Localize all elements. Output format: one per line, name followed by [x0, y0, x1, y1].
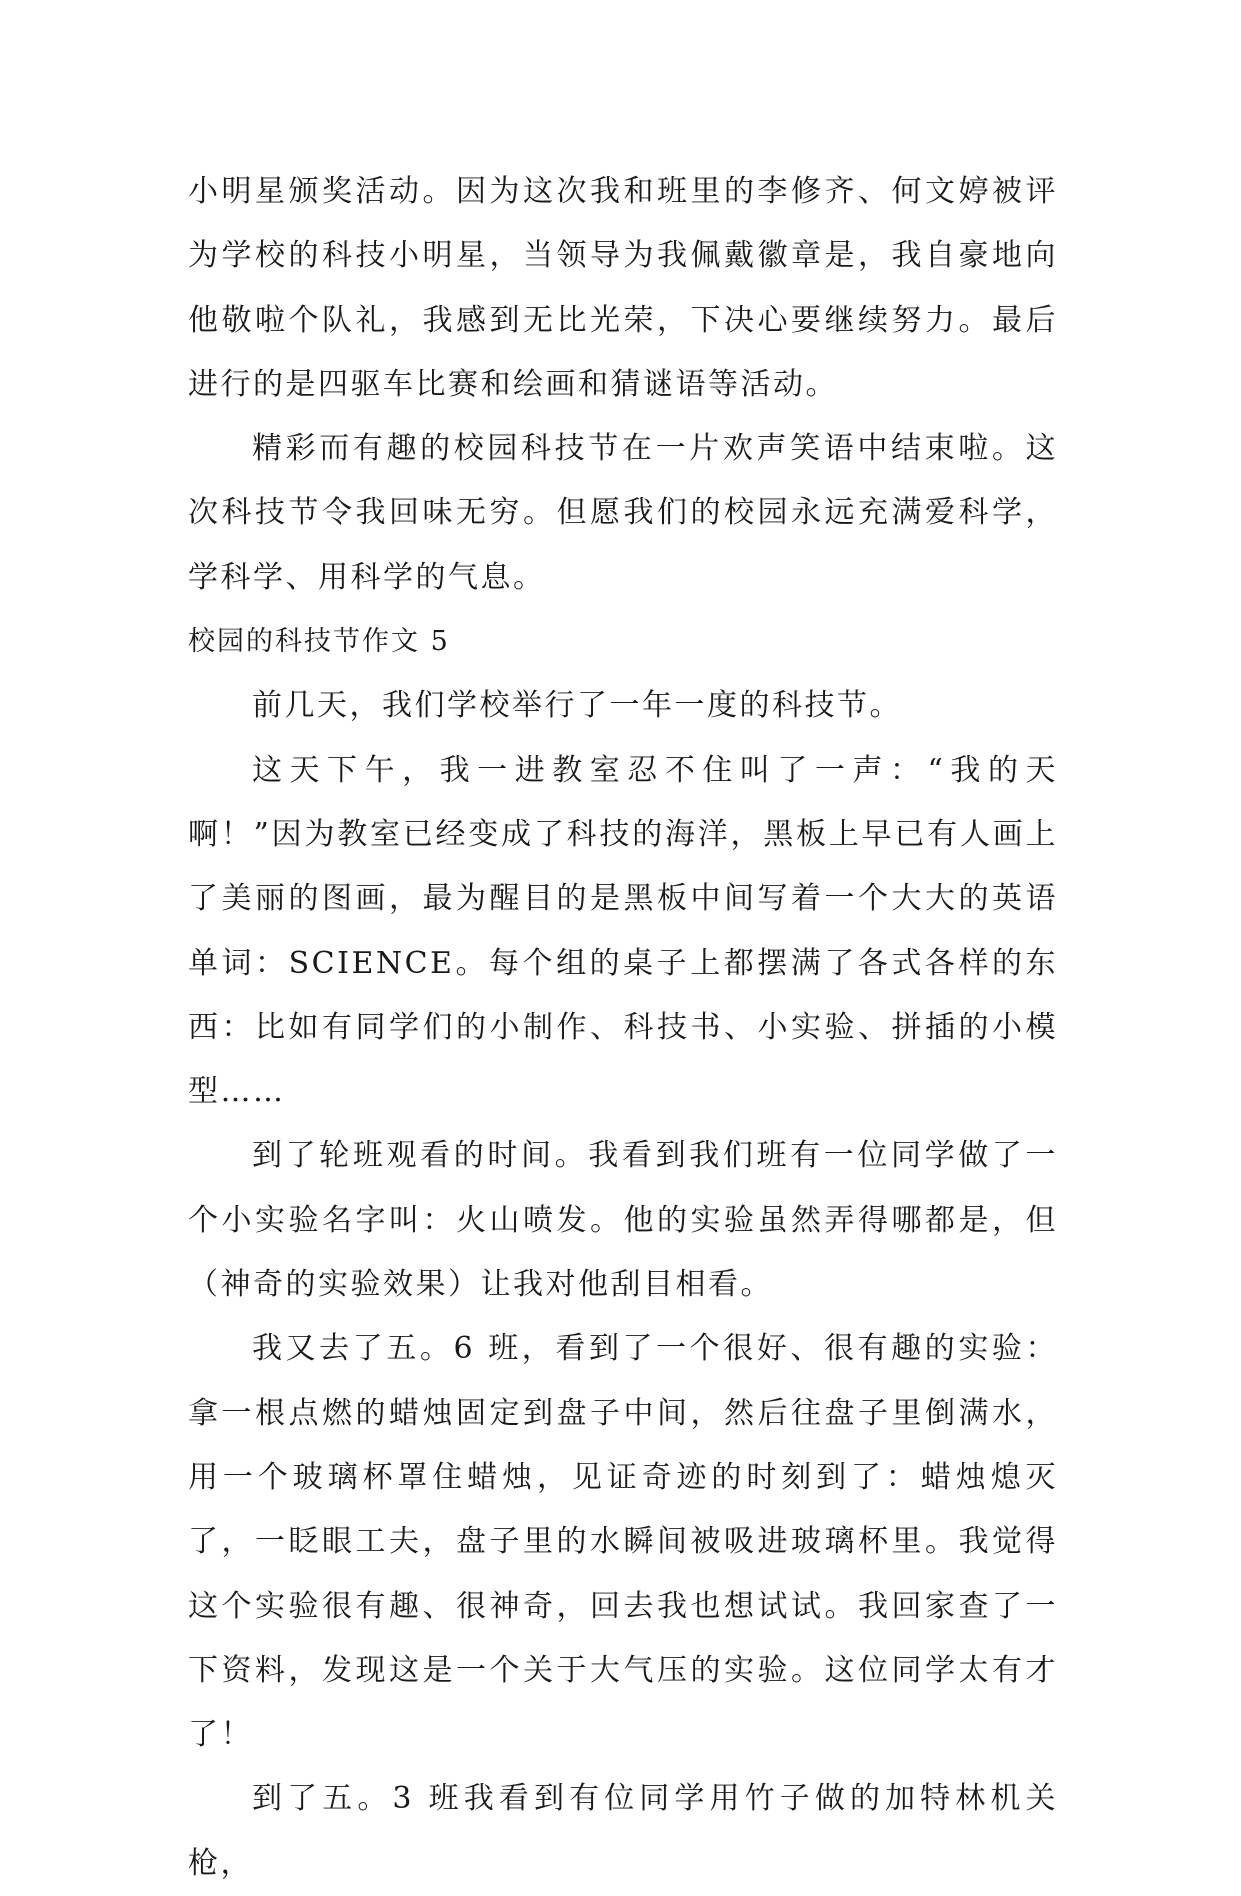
paragraph-festival-intro: 前几天，我们学校举行了一年一度的科技节。 [252, 688, 902, 724]
section-title: 校园的科技节作文 5 [188, 626, 450, 658]
paragraph-volcano-experiment: 到了轮班观看的时间。我看到我们班有一位同学做了一个小实验名字叫：火山喷发。他的实验虽然弄得哪都是，但（神奇的实验效果）让我对他刮目相看。 [188, 1138, 1058, 1303]
paragraph-candle-experiment: 我又去了五。6 班，看到了一个很好、很有趣的实验：拿一根点燃的蜡烛固定到盘子中间，然后往盘子里倒满水，用一个玻璃杯罩住蜡烛，见证奇迹的时刻到了：蜡烛熄灭了，一眨眼工夫，盘子里的水瞬间被吸进玻璃杯里。我觉得这个实验很有趣、很神奇，回去我也想试试。我回家查了一下资料，发现这是一个关于大气压的实验。这位同学太有才了！ [188, 1331, 1058, 1753]
paragraph-festival-ending: 精彩而有趣的校园科技节在一片欢声笑语中结束啦。这次科技节令我回味无穷。但愿我们的校园永远充满爱科学，学科学、用科学的气息。 [188, 431, 1058, 595]
paragraph-awards-continued: 小明星颁奖活动。因为这次我和班里的李修齐、何文婷被评为学校的科技小明星，当领导为我佩戴徽章是，我自豪地向他敬啦个队礼，我感到无比光荣，下决心要继续努力。最后进行的是四驱车比赛和绘画和猜谜语等活动。 [188, 174, 1058, 402]
document-body [188, 160, 1058, 1896]
paragraph-bamboo-gun: 到了五。3 班我看到有位同学用竹子做的加特林机关枪， [188, 1781, 1058, 1881]
paragraph-classroom: 这天下午，我一进教室忍不住叫了一声：“我的天啊！”因为教室已经变成了科技的海洋，黑板上早已有人画上了美丽的图画，最为醒目的是黑板中间写着一个大大的英语单词：SCIENCE。每个组的桌子上都摆满了各式各样的东西：比如有同学们的小制作、科技书、小实验、拼插的小模型…… [188, 752, 1058, 1110]
